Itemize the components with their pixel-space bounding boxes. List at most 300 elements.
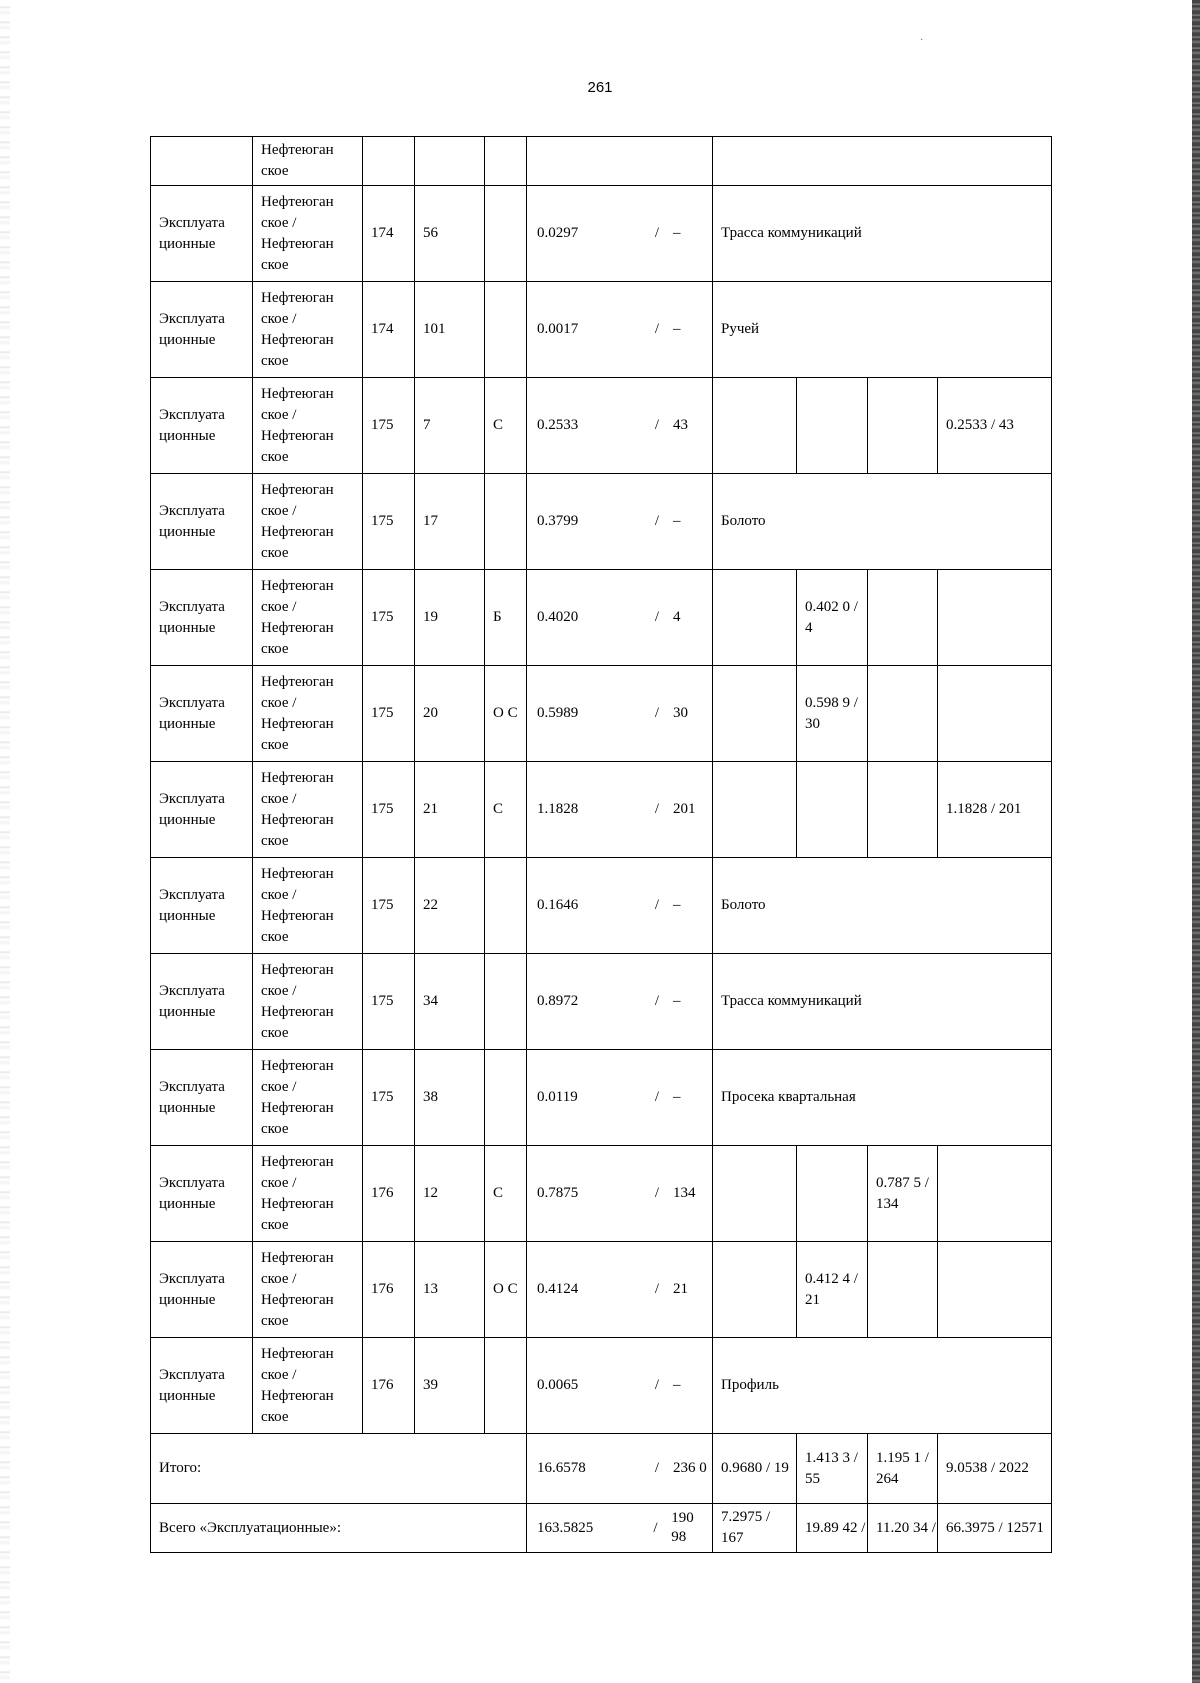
category-text: Эксплуата ционные xyxy=(159,1366,225,1404)
group1-cell xyxy=(713,1504,797,1553)
group1-value: 7.2975 / 167 xyxy=(721,1509,771,1546)
group4-cell xyxy=(938,762,1052,858)
group2-cell xyxy=(797,762,868,858)
table-row xyxy=(151,1146,1052,1242)
area-value: 16.6578 xyxy=(537,1460,586,1476)
quota-value: 190 98 xyxy=(671,1510,694,1545)
category-text: Эксплуата ционные xyxy=(159,214,225,252)
quota-value: – xyxy=(673,1089,681,1105)
slash: / xyxy=(654,609,660,625)
forest-cell xyxy=(253,1146,363,1242)
area-value: 0.0119 xyxy=(537,1089,578,1105)
table-row xyxy=(151,858,1052,954)
area-cell xyxy=(527,378,713,474)
forest-line: Нефтеюган xyxy=(261,907,334,924)
forest-line: ское xyxy=(261,640,289,657)
forest-plot-table xyxy=(150,136,1052,1553)
subtotal-row xyxy=(151,1434,1052,1504)
category-text: Эксплуата ционные xyxy=(159,502,225,540)
quarter-number: 175 xyxy=(371,801,394,817)
species-code-cell xyxy=(485,378,527,474)
forest-line: Нефтеюган xyxy=(261,289,334,306)
table-row xyxy=(151,762,1052,858)
forest-cell xyxy=(253,762,363,858)
category-text: Эксплуата ционные xyxy=(159,1174,225,1212)
quota-value: 43 xyxy=(673,417,688,433)
purpose-text: Ручей xyxy=(721,321,760,337)
category-text: Эксплуата ционные xyxy=(159,598,225,636)
forest-line: Нефтеюган xyxy=(261,385,334,402)
forest-line: ское xyxy=(261,832,289,849)
vydel-number: 101 xyxy=(423,321,446,337)
vydel-cell xyxy=(415,186,485,282)
area-quota xyxy=(527,954,712,1049)
forest-line: Нефтеюган xyxy=(261,811,334,828)
group2-cell xyxy=(797,1146,868,1242)
table-row xyxy=(151,474,1052,570)
table-row xyxy=(151,1242,1052,1338)
quota-value: 4 xyxy=(673,609,681,625)
group1-value: 0.9680 / 19 xyxy=(721,1460,789,1476)
category-cell xyxy=(151,762,253,858)
area-quota xyxy=(527,858,712,953)
category-cell xyxy=(151,186,253,282)
area-quota xyxy=(527,762,712,857)
forest-line: ское / xyxy=(261,694,297,711)
forest-cell xyxy=(253,858,363,954)
quarter-cell xyxy=(363,378,415,474)
table-row xyxy=(151,666,1052,762)
group2-value: 0.402 0 / 4 xyxy=(805,598,858,636)
forest-line: Нефтеюган xyxy=(261,619,334,636)
vydel-cell xyxy=(415,762,485,858)
area-cell xyxy=(527,1338,713,1434)
area-cell xyxy=(527,1050,713,1146)
group4-cell xyxy=(938,1242,1052,1338)
area-value: 0.5989 xyxy=(537,705,579,721)
area-value: 0.7875 xyxy=(537,1185,579,1201)
species-code-cell xyxy=(485,954,527,1050)
vydel-cell xyxy=(415,570,485,666)
vydel-number: 13 xyxy=(423,1281,438,1297)
forest-cell xyxy=(253,186,363,282)
area-value: 0.0017 xyxy=(537,321,579,337)
purpose-text: Болото xyxy=(721,513,766,529)
area-value: 0.3799 xyxy=(537,513,579,529)
area-cell xyxy=(527,762,713,858)
category-cell xyxy=(151,858,253,954)
forest-line: Нефтеюган xyxy=(261,235,334,252)
vydel-cell xyxy=(415,666,485,762)
vydel-cell xyxy=(415,1242,485,1338)
group4-value: 66.3975 / 12571 xyxy=(946,1519,1044,1536)
forest-line: ское / xyxy=(261,1270,297,1287)
area-cell xyxy=(527,858,713,954)
slash: / xyxy=(654,801,660,817)
group1-cell xyxy=(713,1146,797,1242)
table-row xyxy=(151,137,1052,186)
category-text: Эксплуата ционные xyxy=(159,1270,225,1308)
area-quota xyxy=(527,1434,712,1503)
area-cell xyxy=(527,1504,713,1553)
summary-label-text: Всего «Эксплуатационные»: xyxy=(159,1519,341,1536)
group2-value: 1.413 3 / 55 xyxy=(805,1449,858,1487)
forest-line: ское / xyxy=(261,1174,297,1191)
area-cell xyxy=(527,570,713,666)
quarter-cell xyxy=(363,762,415,858)
table-row xyxy=(151,378,1052,474)
quota-value: 201 xyxy=(673,801,696,817)
purpose-cell xyxy=(713,186,1052,282)
category-cell xyxy=(151,666,253,762)
forest-line: ское xyxy=(261,928,289,945)
slash: / xyxy=(654,705,660,721)
group4-cell xyxy=(938,570,1052,666)
species-code: С xyxy=(493,801,504,817)
quarter-cell xyxy=(363,186,415,282)
vydel-number: 19 xyxy=(423,609,438,625)
forest-line: ское xyxy=(261,1216,289,1233)
group1-cell xyxy=(713,762,797,858)
group4-value: 9.0538 / 2022 xyxy=(946,1460,1029,1476)
group2-cell xyxy=(797,378,868,474)
area-quota xyxy=(527,186,712,281)
group4-value: 0.2533 / 43 xyxy=(946,417,1014,433)
quarter-cell xyxy=(363,570,415,666)
species-code-cell xyxy=(485,858,527,954)
group3-cell xyxy=(868,378,938,474)
slash: / xyxy=(654,1089,660,1105)
forest-line: ское / xyxy=(261,598,297,615)
forest-line: ское / xyxy=(261,886,297,903)
area-quota xyxy=(527,378,712,473)
group2-cell xyxy=(797,1242,868,1338)
area-value: 1.1828 xyxy=(537,801,579,817)
area-quota xyxy=(527,570,712,665)
vydel-cell xyxy=(415,282,485,378)
group3-cell xyxy=(868,1434,938,1504)
area-value: 0.8972 xyxy=(537,993,579,1009)
category-cell xyxy=(151,1242,253,1338)
area-value: 0.4124 xyxy=(537,1281,579,1297)
area-cell xyxy=(527,474,713,570)
species-code: Б xyxy=(493,609,502,625)
quarter-cell xyxy=(363,474,415,570)
forest-line: Нефтеюган xyxy=(261,1387,334,1404)
species-code-cell xyxy=(485,570,527,666)
quarter-number: 176 xyxy=(371,1185,394,1201)
vydel-number: 22 xyxy=(423,897,438,913)
category-cell xyxy=(151,1146,253,1242)
forest-cell xyxy=(253,137,363,186)
area-cell xyxy=(527,282,713,378)
species-code-cell xyxy=(485,137,527,186)
group2-value: 19.89 42 / xyxy=(805,1519,866,1536)
slash: / xyxy=(654,1281,660,1297)
vydel-number: 17 xyxy=(423,513,438,529)
forest-line: ское xyxy=(261,1120,289,1137)
slash: / xyxy=(654,225,660,241)
category-text: Эксплуата ционные xyxy=(159,790,225,828)
species-code-cell xyxy=(485,1242,527,1338)
vydel-number: 34 xyxy=(423,993,438,1009)
slash: / xyxy=(654,513,660,529)
category-text: Эксплуата ционные xyxy=(159,406,225,444)
quota-value: – xyxy=(673,225,681,241)
purpose-text: Профиль xyxy=(721,1377,779,1393)
vydel-number: 7 xyxy=(423,417,431,433)
quarter-cell xyxy=(363,1242,415,1338)
species-code-cell xyxy=(485,474,527,570)
quarter-number: 176 xyxy=(371,1281,394,1297)
forest-line: ское xyxy=(261,1024,289,1041)
quarter-cell xyxy=(363,954,415,1050)
purpose-text: Трасса коммуникаций xyxy=(721,225,862,241)
area-cell xyxy=(527,1242,713,1338)
purpose-cell xyxy=(713,954,1052,1050)
forest-line: ское / xyxy=(261,310,297,327)
table-row xyxy=(151,1050,1052,1146)
forest-line: Нефтеюган xyxy=(261,1291,334,1308)
area-value: 0.0065 xyxy=(537,1377,579,1393)
quota-value: – xyxy=(673,993,681,1009)
category-cell xyxy=(151,282,253,378)
scan-speck: · xyxy=(920,35,924,46)
vydel-number: 20 xyxy=(423,705,438,721)
group2-cell xyxy=(797,666,868,762)
forest-cell xyxy=(253,570,363,666)
forest-line: ское / xyxy=(261,214,297,231)
forest-cell xyxy=(253,378,363,474)
group4-cell xyxy=(938,1504,1052,1553)
quota-value: 236 0 xyxy=(673,1460,707,1476)
quarter-cell xyxy=(363,1338,415,1434)
category-cell xyxy=(151,570,253,666)
quarter-number: 175 xyxy=(371,417,394,433)
quarter-cell xyxy=(363,282,415,378)
area-value: 163.5825 xyxy=(537,1519,594,1536)
vydel-number: 12 xyxy=(423,1185,438,1201)
area-value: 0.4020 xyxy=(537,609,579,625)
slash: / xyxy=(654,1185,660,1201)
table-row xyxy=(151,954,1052,1050)
species-code-cell xyxy=(485,1050,527,1146)
forest-line: ское xyxy=(261,544,289,561)
forest-line: Нефтеюган xyxy=(261,865,334,882)
table-row xyxy=(151,186,1052,282)
vydel-cell xyxy=(415,474,485,570)
group3-value: 11.20 34 / xyxy=(876,1519,936,1536)
forest-line: Нефтеюган xyxy=(261,1153,334,1170)
forest-cell xyxy=(253,1242,363,1338)
species-code: С xyxy=(493,1185,504,1201)
quarter-number: 175 xyxy=(371,1089,394,1105)
area-cell xyxy=(527,186,713,282)
slash: / xyxy=(654,417,660,433)
quota-value: – xyxy=(673,321,681,337)
vydel-number: 21 xyxy=(423,801,438,817)
area-cell xyxy=(527,137,713,186)
slash: / xyxy=(654,1460,660,1476)
area-value: 0.2533 xyxy=(537,417,579,433)
vydel-cell xyxy=(415,378,485,474)
quota-value: 30 xyxy=(673,705,688,721)
vydel-cell xyxy=(415,137,485,186)
forest-cell xyxy=(253,282,363,378)
scan-edge-right xyxy=(1192,0,1200,1683)
vydel-cell xyxy=(415,1050,485,1146)
forest-line: Нефтеюган xyxy=(261,427,334,444)
slash: / xyxy=(654,321,660,337)
group4-cell xyxy=(938,666,1052,762)
area-quota xyxy=(527,1504,712,1552)
forest-line: Нефтеюган xyxy=(261,1003,334,1020)
group3-cell xyxy=(868,1504,938,1553)
forest-line: Нефтеюган xyxy=(261,1057,334,1074)
page-number: 261 xyxy=(587,79,613,96)
species-code: С xyxy=(493,417,504,433)
forest-line: ское / xyxy=(261,982,297,999)
quarter-number: 174 xyxy=(371,321,394,337)
quarter-number: 175 xyxy=(371,513,394,529)
forest-line: Нефтеюган xyxy=(261,523,334,540)
forest-line: Нефтеюган xyxy=(261,193,334,210)
quarter-number: 175 xyxy=(371,705,394,721)
summary-label-text: Итого: xyxy=(159,1460,202,1476)
group2-cell xyxy=(797,1434,868,1504)
category-text: Эксплуата ционные xyxy=(159,1078,225,1116)
forest-line: ское xyxy=(261,1312,289,1329)
vydel-number: 38 xyxy=(423,1089,438,1105)
forest-line: Нефтеюган xyxy=(261,331,334,348)
species-code-cell xyxy=(485,282,527,378)
scan-edge-left xyxy=(0,0,10,1683)
group3-value: 0.787 5 / 134 xyxy=(876,1174,929,1212)
purpose-text: Трасса коммуникаций xyxy=(721,993,862,1009)
forest-line: Нефтеюган xyxy=(261,673,334,690)
forest-line: ское xyxy=(261,736,289,753)
group1-cell xyxy=(713,570,797,666)
area-cell xyxy=(527,1146,713,1242)
vydel-cell xyxy=(415,858,485,954)
area-cell xyxy=(527,1434,713,1504)
forest-line: ское xyxy=(261,1408,289,1425)
area-cell xyxy=(527,666,713,762)
forest-line: Нефтеюган xyxy=(261,1249,334,1266)
forest-line: ское / xyxy=(261,1366,297,1383)
forest-line: ское xyxy=(261,256,289,273)
group3-value: 1.195 1 / 264 xyxy=(876,1449,929,1487)
quarter-number: 175 xyxy=(371,897,394,913)
forest-line: Нефтеюган xyxy=(261,961,334,978)
quarter-cell xyxy=(363,666,415,762)
category-text: Эксплуата ционные xyxy=(159,694,225,732)
group3-cell xyxy=(868,666,938,762)
forest-line: ское xyxy=(261,448,289,465)
forest-line: ское / xyxy=(261,406,297,423)
grand-total-row xyxy=(151,1504,1052,1553)
area-quota xyxy=(527,474,712,569)
species-code-cell xyxy=(485,1338,527,1434)
forest-cell xyxy=(253,666,363,762)
forest-line: ское / xyxy=(261,502,297,519)
slash: / xyxy=(653,1519,658,1536)
category-cell xyxy=(151,1050,253,1146)
group2-value: 0.412 4 / 21 xyxy=(805,1270,858,1308)
forest-line: Нефтеюган xyxy=(261,715,334,732)
quarter-number: 176 xyxy=(371,1377,394,1393)
purpose-cell xyxy=(713,137,1052,186)
category-cell xyxy=(151,137,253,186)
species-code-cell xyxy=(485,666,527,762)
category-cell xyxy=(151,378,253,474)
summary-label xyxy=(151,1504,527,1553)
quarter-number: 175 xyxy=(371,993,394,1009)
group2-value: 0.598 9 / 30 xyxy=(805,694,858,732)
quota-value: 134 xyxy=(673,1185,696,1201)
area-cell xyxy=(527,954,713,1050)
quarter-number: 175 xyxy=(371,609,394,625)
group2-cell xyxy=(797,570,868,666)
group4-cell xyxy=(938,378,1052,474)
area-quota xyxy=(527,666,712,761)
group4-cell xyxy=(938,1146,1052,1242)
purpose-text: Просека квартальная xyxy=(721,1089,856,1105)
forest-line: Нефтеюган xyxy=(261,769,334,786)
group1-cell xyxy=(713,378,797,474)
area-quota xyxy=(527,1146,712,1241)
vydel-cell xyxy=(415,1338,485,1434)
forest-line: Нефтеюган xyxy=(261,481,334,498)
quarter-cell xyxy=(363,858,415,954)
forest-line: ское xyxy=(261,352,289,369)
purpose-cell xyxy=(713,474,1052,570)
group3-cell xyxy=(868,1146,938,1242)
table-row xyxy=(151,282,1052,378)
group3-cell xyxy=(868,570,938,666)
table-row xyxy=(151,1338,1052,1434)
group1-cell xyxy=(713,1242,797,1338)
vydel-number: 56 xyxy=(423,225,438,241)
area-value: 0.0297 xyxy=(537,225,579,241)
area-quota xyxy=(527,1050,712,1145)
purpose-cell xyxy=(713,282,1052,378)
slash: / xyxy=(654,1377,660,1393)
species-code-cell xyxy=(485,762,527,858)
purpose-text: Болото xyxy=(721,897,766,913)
forest-cell xyxy=(253,954,363,1050)
group4-cell xyxy=(938,1434,1052,1504)
forest-line: Нефтеюган xyxy=(261,1195,334,1212)
purpose-cell xyxy=(713,1050,1052,1146)
forest-cell xyxy=(253,1338,363,1434)
group2-cell xyxy=(797,1504,868,1553)
group1-cell xyxy=(713,1434,797,1504)
category-text: Эксплуата ционные xyxy=(159,310,225,348)
quota-value: – xyxy=(673,897,681,913)
species-code-cell xyxy=(485,1146,527,1242)
forest-cell xyxy=(253,1050,363,1146)
quarter-number: 174 xyxy=(371,225,394,241)
quota-value: – xyxy=(673,513,681,529)
summary-label xyxy=(151,1434,527,1504)
area-quota xyxy=(527,1338,712,1433)
forest-line: Нефтеюган xyxy=(261,1099,334,1116)
species-code: О С xyxy=(493,705,518,721)
species-code: О С xyxy=(493,1281,518,1297)
quarter-cell xyxy=(363,1146,415,1242)
vydel-cell xyxy=(415,1146,485,1242)
